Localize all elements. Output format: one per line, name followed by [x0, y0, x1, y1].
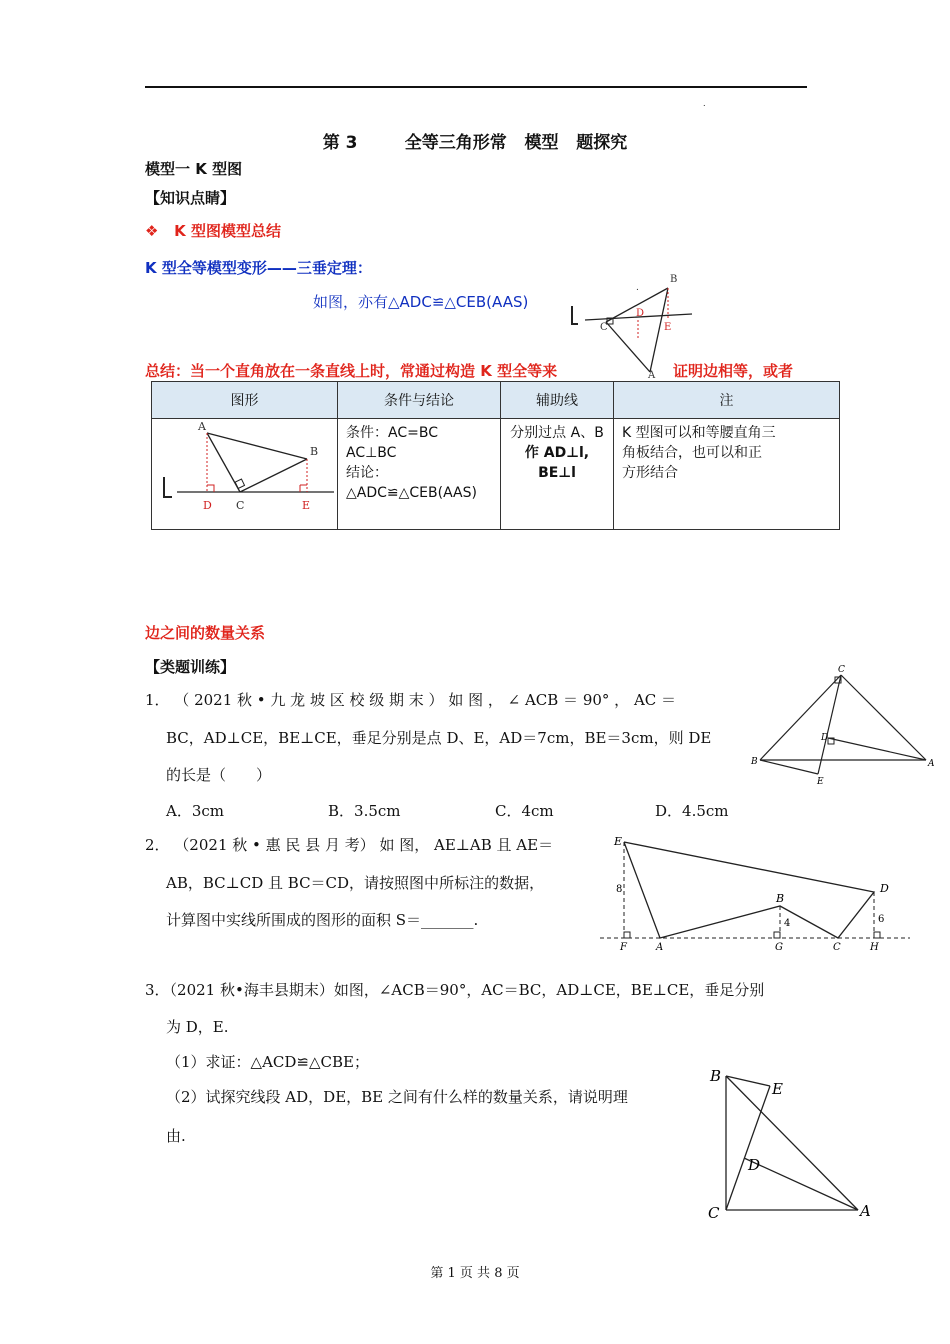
conclusion-label: 结论： — [346, 465, 388, 481]
q1-option-d[interactable]: D．4.5cm — [655, 802, 729, 820]
q1-line-2: BC，AD⊥CE，BE⊥CE，垂足分别是点 D、E，AD＝7cm，BE＝3cm，则 DE — [166, 729, 712, 747]
label-a: A — [648, 370, 656, 380]
svg-text:E: E — [302, 499, 311, 512]
q3-line-1: 3．（2021 秋•海丰县期末）如图，∠ACB＝90°，AC＝BC，AD⊥CE，BE⊥CE，垂足分别 — [145, 981, 765, 999]
note-line-3: 方形结合 — [622, 465, 678, 481]
note-cell — [614, 419, 840, 530]
label-b: B — [670, 274, 678, 285]
k-figure — [152, 419, 337, 523]
label-e: E — [664, 322, 672, 333]
col-header-condition: 条件与结论 — [338, 382, 501, 419]
variant-caption: 如图，亦有△ADC≌△CEB(AAS) — [313, 293, 529, 311]
aux-cell — [501, 419, 614, 530]
svg-text:C: C — [708, 1204, 720, 1222]
svg-text:6: 6 — [878, 914, 885, 925]
svg-text:D: D — [748, 1156, 761, 1174]
figure-cell — [152, 419, 338, 530]
model-heading: 模型一 K 型图 — [145, 160, 243, 178]
condition-cell — [338, 419, 501, 530]
q3-figure — [700, 1062, 880, 1222]
svg-text:B: B — [710, 1067, 722, 1085]
aux-line-2: 作 AD⊥l, — [524, 445, 590, 461]
header-rule — [145, 86, 807, 88]
svg-text:E: E — [817, 777, 824, 785]
svg-text:E: E — [772, 1080, 783, 1098]
svg-text:G: G — [775, 942, 783, 953]
knowledge-tag: 【知识点睛】 — [145, 189, 236, 207]
summary-text-b: 证明边相等，或者 — [673, 362, 794, 380]
svg-text:B: B — [310, 445, 319, 458]
page-footer: 第 1 页 共 8 页 — [430, 1266, 520, 1281]
aux-line-1: 分别过点 A、B — [510, 425, 604, 441]
svg-text:A: A — [198, 420, 206, 433]
svg-text:A: A — [928, 759, 935, 769]
note-line-1: K 型图可以和等腰直角三 — [622, 425, 776, 441]
q2-figure — [598, 830, 913, 955]
page-title: 第 3 全等三角形常 模型 题探究 — [322, 133, 628, 153]
k-model-table — [151, 381, 840, 530]
aux-line-3: BE⊥l — [538, 465, 576, 481]
q1-option-b[interactable]: B．3.5cm — [328, 802, 401, 820]
label-d: D — [636, 308, 645, 319]
svg-text:D: D — [821, 733, 829, 743]
svg-text:A: A — [656, 942, 664, 953]
col-header-note: 注 — [614, 382, 840, 419]
summary-heading — [145, 220, 281, 241]
summary-heading-text: K 型图模型总结 — [174, 222, 281, 240]
q1-option-c[interactable]: C．4cm — [495, 802, 554, 820]
q3-line-4: （2）试探究线段 AD，DE，BE 之间有什么样的数量关系，请说明理 — [166, 1088, 628, 1106]
svg-text:F: F — [620, 942, 627, 953]
svg-text:E: E — [614, 835, 623, 848]
q2-line-1: 2． （2021 秋 • 惠 民 县 月 考） 如 图， AE⊥AB 且 AE＝ — [145, 836, 554, 854]
header-dot: . — [703, 99, 706, 108]
note-line-2: 角板结合，也可以和正 — [622, 445, 762, 461]
summary-text-a: 总结：当一个直角放在一条直线上时，常通过构造 K 型全等来 — [145, 362, 558, 380]
q3-line-5: 由. — [166, 1127, 186, 1145]
svg-text:H: H — [870, 942, 879, 953]
svg-text:B: B — [776, 892, 785, 905]
svg-text:C: C — [236, 499, 245, 512]
q3-line-3: （1）求证：△ACD≌△CBE； — [166, 1053, 369, 1071]
svg-text:C: C — [838, 665, 845, 675]
line-l-mark — [572, 306, 578, 324]
diamond-icon: ❖ — [145, 222, 159, 240]
q3-line-2: 为 D，E. — [166, 1018, 229, 1036]
svg-text:D: D — [203, 499, 212, 512]
practice-tag: 【类题训练】 — [145, 658, 236, 676]
conclusion-line: △ADC≌△CEB(AAS) — [346, 485, 477, 501]
variant-heading: K 型全等模型变形——三垂定理： — [145, 259, 372, 277]
q2-line-3: 计算图中实线所围成的图形的面积 S＝_______. — [166, 911, 479, 929]
q1-option-a[interactable]: A．3cm — [166, 802, 225, 820]
svg-text:C: C — [833, 942, 841, 953]
edge-relation-heading: 边之间的数量关系 — [145, 624, 266, 642]
col-header-aux: 辅助线 — [501, 382, 614, 419]
q1-line-1: 1． （ 2021 秋 • 九 龙 坡 区 校 级 期 末 ） 如 图 ， ∠ ACB ＝ 90° ， AC ＝ — [145, 691, 677, 709]
q2-line-2: AB，BC⊥CD 且 BC＝CD，请按照图中所标注的数据， — [166, 874, 545, 892]
q1-line-3: 的长是（ ） — [166, 766, 272, 784]
svg-text:8: 8 — [616, 884, 623, 895]
col-header-figure: 图形 — [152, 382, 338, 419]
label-c: C — [600, 322, 608, 333]
svg-text:A: A — [860, 1202, 871, 1220]
q1-figure — [748, 660, 938, 785]
svg-text:D: D — [880, 882, 889, 895]
svg-text:.: . — [636, 283, 639, 293]
condition-line: 条件：AC=BC AC⊥BC — [346, 425, 438, 461]
svg-text:4: 4 — [784, 918, 791, 929]
svg-text:B: B — [751, 757, 758, 767]
